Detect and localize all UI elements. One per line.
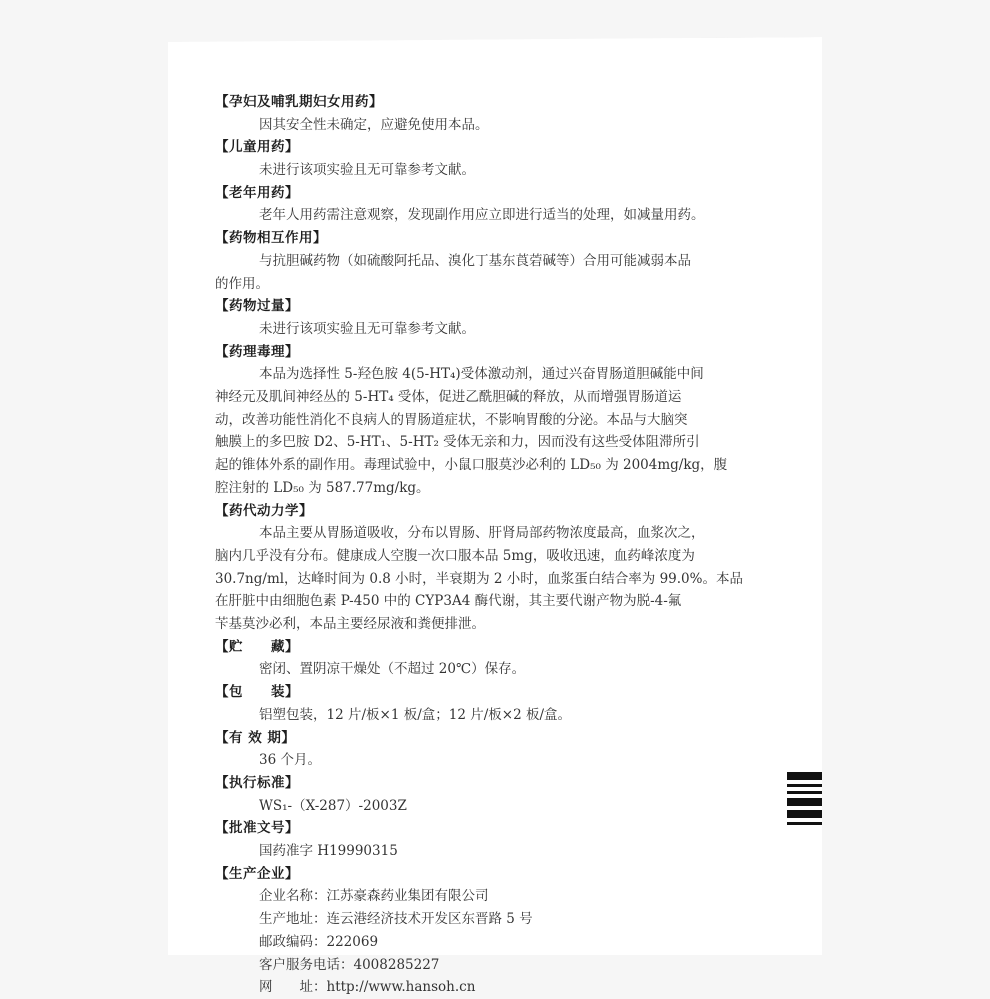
body-line: 36 个月。: [259, 752, 321, 769]
section-heading: 【包 装】: [215, 684, 299, 701]
section-geriatric-use: [215, 182, 775, 227]
section-heading: 【有 效 期】: [215, 729, 296, 746]
body-line: 动，改善功能性消化不良病人的胃肠道症状，不影响胃酸的分泌。本品与大脑突: [215, 411, 688, 428]
section-heading: 【药代动力学】: [215, 502, 313, 519]
section-heading: 【贮 藏】: [215, 638, 299, 655]
edge-bar: [787, 772, 822, 780]
section-body: [215, 885, 775, 999]
manufacturer-postcode: 邮政编码：222069: [259, 933, 379, 950]
manufacturer-website: 网 址：http://www.hansoh.cn: [259, 979, 476, 996]
section-overdose: [215, 295, 775, 340]
edge-bar: [787, 822, 822, 825]
edge-bar: [787, 798, 822, 806]
body-line: 老年人用药需注意观察，发现副作用应立即进行适当的处理，如减量用药。: [259, 207, 705, 224]
section-body: [215, 749, 775, 772]
body-line: 未进行该项实验且无可靠参考文献。: [259, 320, 475, 337]
body-line: 脑内几乎没有分布。健康成人空腹一次口服本品 5mg，吸收迅速，血药峰浓度为: [215, 547, 695, 564]
body-line: 铝塑包装，12 片/板×1 板/盒；12 片/板×2 板/盒。: [259, 706, 572, 723]
body-line: 国药准字 H19990315: [259, 843, 398, 860]
section-body: [215, 363, 775, 499]
section-body: [215, 204, 775, 227]
body-line: 苄基莫沙必利，本品主要经尿液和粪便排泄。: [215, 616, 485, 633]
leaflet-content: [215, 91, 775, 999]
manufacturer-name: 企业名称：江苏豪森药业集团有限公司: [259, 888, 489, 905]
body-line: 本品主要从胃肠道吸收，分布以胃肠、肝肾局部药物浓度最高，血浆次之，: [259, 525, 705, 542]
body-line: 在肝脏中由细胞色素 P-450 中的 CYP3A4 酶代谢，其主要代谢产物为脱-4-氟: [215, 593, 682, 610]
section-executive-standard: [215, 772, 775, 817]
section-body: [215, 114, 775, 137]
section-heading: 【执行标准】: [215, 774, 299, 791]
section-heading: 【孕妇及哺乳期妇女用药】: [215, 94, 383, 110]
section-heading: 【儿童用药】: [215, 139, 299, 156]
section-heading: 【药物过量】: [215, 298, 299, 315]
body-line: 30.7ng/ml，达峰时间为 0.8 小时，半衰期为 2 小时，血浆蛋白结合率为 99.0%。本品: [215, 570, 743, 587]
section-body: [215, 522, 775, 636]
section-body: [215, 658, 775, 681]
section-storage: [215, 636, 775, 681]
section-heading: 【药理毒理】: [215, 343, 299, 360]
section-drug-interactions: [215, 227, 775, 295]
section-heading: 【药物相互作用】: [215, 230, 327, 247]
edge-bar: [787, 810, 822, 818]
section-body: [215, 159, 775, 182]
body-line: 因其安全性未确定，应避免使用本品。: [259, 116, 489, 133]
section-shelf-life: [215, 727, 775, 772]
body-line: 密闭、置阴凉干燥处（不超过 20℃）保存。: [259, 661, 526, 678]
section-heading: 【批准文号】: [215, 820, 299, 837]
body-line: 腔注射的 LD₅₀ 为 587.77mg/kg。: [215, 479, 430, 496]
section-pharmacokinetics: [215, 500, 775, 636]
body-line: 神经元及肌间神经丛的 5-HT₄ 受体，促进乙酰胆碱的释放，从而增强胃肠道运: [215, 389, 682, 406]
section-pediatric-use: [215, 136, 775, 181]
section-heading: 【生产企业】: [215, 865, 299, 882]
section-approval-number: [215, 817, 775, 862]
body-line: 触膜上的多巴胺 D2、5-HT₁、5-HT₂ 受体无亲和力，因而没有这些受体阻滞所引: [215, 434, 700, 451]
section-body: [215, 840, 775, 863]
edge-bar: [787, 791, 822, 794]
body-line: WS₁-（X-287）-2003Z: [259, 797, 407, 814]
section-heading: 【老年用药】: [215, 184, 299, 201]
section-manufacturer: [215, 863, 775, 999]
body-line: 起的锥体外系的副作用。毒理试验中，小鼠口服莫沙必利的 LD₅₀ 为 2004mg/kg，腹: [215, 457, 728, 474]
manufacturer-address: 生产地址：连云港经济技术开发区东晋路 5 号: [259, 911, 533, 928]
edge-marker-bars: [787, 772, 822, 829]
section-body: [215, 250, 775, 295]
body-line: 未进行该项实验且无可靠参考文献。: [259, 162, 475, 179]
body-line: 与抗胆碱药物（如硫酸阿托品、溴化丁基东莨菪碱等）合用可能减弱本品: [259, 252, 691, 269]
section-body: [215, 704, 775, 727]
section-body: [215, 795, 775, 818]
manufacturer-phone: 客户服务电话：4008285227: [259, 956, 440, 973]
section-pharmacology-toxicology: [215, 341, 775, 500]
section-packaging: [215, 681, 775, 726]
section-body: [215, 318, 775, 341]
section-pregnancy-lactation: [215, 91, 775, 136]
edge-bar: [787, 784, 822, 787]
body-line: 的作用。: [215, 275, 269, 292]
body-line: 本品为选择性 5-羟色胺 4(5-HT₄)受体激动剂，通过兴奋胃肠道胆碱能中间: [259, 366, 704, 383]
